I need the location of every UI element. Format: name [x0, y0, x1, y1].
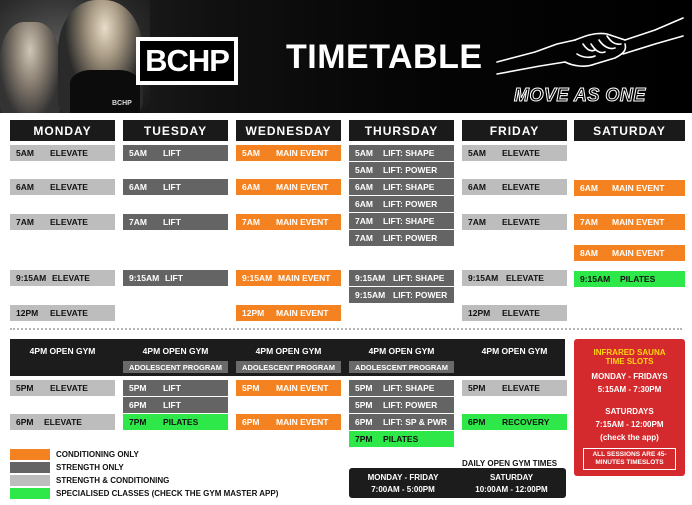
legend-swatch-strength [10, 462, 50, 473]
sauna-note-line-2: MINUTES TIMESLOTS [595, 459, 664, 466]
class-time: 6AM [580, 183, 598, 193]
class-time: 7PM [355, 434, 373, 444]
class-slot[interactable] [574, 180, 685, 196]
class-time: 7AM [129, 217, 147, 227]
class-name: LIFT [163, 217, 181, 227]
class-time: 9:15AM [129, 273, 160, 283]
class-time: 6AM [468, 182, 486, 192]
class-name: LIFT: POWER [383, 165, 438, 175]
day-header-wednesday: WEDNESDAY [236, 120, 341, 141]
class-name: LIFT [165, 273, 183, 283]
class-slot[interactable] [236, 179, 341, 195]
class-name: ELEVATE [506, 273, 544, 283]
class-name: LIFT: SHAPE [383, 148, 435, 158]
class-time: 9:15AM [355, 273, 386, 283]
class-time: 9:15AM [16, 273, 47, 283]
class-time: 12PM [16, 308, 39, 318]
class-slot[interactable] [462, 270, 567, 286]
class-slot[interactable] [10, 145, 115, 161]
class-name: PILATES [620, 274, 656, 284]
class-name: MAIN EVENT [276, 383, 329, 393]
class-time: 9:15AM [242, 273, 273, 283]
bchp-logo: BCHP [136, 37, 238, 85]
class-time: 5AM [16, 148, 34, 158]
class-name: MAIN EVENT [276, 148, 329, 158]
class-time: 9:15AM [355, 290, 386, 300]
class-slot[interactable] [349, 179, 454, 195]
class-slot[interactable] [349, 431, 454, 447]
open-gym-label-tuesday: 4PM OPEN GYM [142, 346, 209, 356]
class-slot[interactable] [349, 162, 454, 178]
class-time: 5AM [242, 148, 260, 158]
class-name: ELEVATE [502, 217, 540, 227]
class-slot[interactable] [10, 179, 115, 195]
class-time: 7AM [242, 217, 260, 227]
class-slot[interactable] [462, 414, 567, 430]
daily-weekday-label: MONDAY - FRIDAY [367, 473, 439, 482]
class-slot[interactable] [236, 414, 341, 430]
class-time: 5PM [16, 383, 34, 393]
open-gym-label-friday: 4PM OPEN GYM [481, 346, 548, 356]
tagline: MOVE AS ONE [514, 85, 646, 105]
day-header-friday: FRIDAY [462, 120, 567, 141]
class-name: MAIN EVENT [612, 248, 665, 258]
class-slot[interactable] [462, 214, 567, 230]
class-slot[interactable] [349, 380, 454, 396]
class-name: LIFT: SHAPE [383, 383, 435, 393]
class-slot[interactable] [349, 230, 454, 246]
class-name: ELEVATE [50, 308, 88, 318]
class-time: 7AM [355, 233, 373, 243]
class-name: LIFT: SHAPE [383, 182, 435, 192]
class-time: 5PM [355, 400, 373, 410]
class-name: LIFT [163, 182, 181, 192]
daily-open-gym-title: DAILY OPEN GYM TIMES [462, 459, 558, 468]
class-name: LIFT: POWER [383, 233, 438, 243]
header-banner [0, 0, 692, 113]
sauna-weekday-label: MONDAY - FRIDAYS [591, 372, 668, 381]
sauna-weekday-time: 5:15AM - 7:30PM [597, 385, 662, 394]
class-slot[interactable] [123, 380, 228, 396]
class-slot[interactable] [236, 145, 341, 161]
class-time: 6AM [16, 182, 34, 192]
class-time: 5AM [129, 148, 147, 158]
class-slot[interactable] [462, 179, 567, 195]
sauna-saturday-note: (check the app) [600, 433, 659, 442]
day-header-thursday: THURSDAY [349, 120, 454, 141]
class-time: 12PM [468, 308, 491, 318]
class-name: ELEVATE [50, 148, 88, 158]
class-slot[interactable] [349, 397, 454, 413]
class-name: ELEVATE [502, 148, 540, 158]
sauna-title: INFRARED SAUNA [593, 348, 666, 357]
class-name: MAIN EVENT [276, 308, 329, 318]
class-name: LIFT: SHAPE [383, 216, 435, 226]
legend-swatch-conditioning [10, 449, 50, 460]
legend-label-specialised: SPECIALISED CLASSES (CHECK THE GYM MASTER APP) [56, 489, 279, 498]
class-slot[interactable] [574, 245, 685, 261]
class-slot[interactable] [349, 213, 454, 229]
class-slot[interactable] [10, 305, 115, 321]
class-slot[interactable] [236, 305, 341, 321]
class-name: MAIN EVENT [278, 273, 331, 283]
class-time: 5PM [355, 383, 373, 393]
shirt-logo: BCHP [112, 100, 132, 107]
legend-swatch-specialised [10, 488, 50, 499]
sauna-saturday-label: SATURDAYS [605, 407, 654, 416]
class-slot[interactable] [123, 397, 228, 413]
class-name: LIFT: POWER [393, 290, 448, 300]
infrared-sauna-panel [574, 339, 685, 476]
class-slot[interactable] [236, 380, 341, 396]
class-time: 7AM [580, 217, 598, 227]
legend-label-strength-conditioning: STRENGTH & CONDITIONING [56, 476, 170, 485]
open-gym-label-thursday: 4PM OPEN GYM [368, 346, 435, 356]
class-slot[interactable] [10, 270, 115, 286]
class-time: 7AM [355, 216, 373, 226]
class-name: LIFT [163, 383, 181, 393]
class-time: 7AM [16, 217, 34, 227]
adolescent-program-wednesday[interactable]: ADOLESCENT PROGRAM [236, 361, 341, 373]
sauna-subtitle: TIME SLOTS [605, 357, 654, 366]
class-name: ELEVATE [502, 308, 540, 318]
class-name: RECOVERY [502, 417, 550, 427]
class-time: 5PM [468, 383, 486, 393]
class-name: MAIN EVENT [612, 183, 665, 193]
class-slot[interactable] [462, 305, 567, 321]
class-slot[interactable] [123, 179, 228, 195]
class-name: MAIN EVENT [276, 217, 329, 227]
class-name: MAIN EVENT [276, 182, 329, 192]
class-time: 8AM [580, 248, 598, 258]
class-slot[interactable] [349, 145, 454, 161]
daily-saturday-label: SATURDAY [489, 473, 534, 482]
class-slot[interactable] [349, 270, 454, 286]
class-time: 6PM [468, 417, 486, 427]
class-time: 9:15AM [580, 274, 611, 284]
sauna-session-note [583, 448, 676, 470]
class-name: MAIN EVENT [612, 217, 665, 227]
sauna-saturday-time: 7:15AM - 12:00PM [595, 420, 664, 429]
class-time: 6AM [355, 199, 373, 209]
class-time: 5PM [129, 383, 147, 393]
open-gym-label-monday: 4PM OPEN GYM [29, 346, 96, 356]
day-header-monday: MONDAY [10, 120, 115, 141]
class-slot[interactable] [10, 380, 115, 396]
class-time: 6PM [355, 417, 373, 427]
class-time: 6AM [242, 182, 260, 192]
class-slot[interactable] [574, 214, 685, 230]
class-slot[interactable] [349, 196, 454, 212]
legend-label-conditioning: CONDITIONING ONLY [56, 450, 139, 459]
daily-weekday-time: 7:00AM - 5:00PM [371, 485, 435, 494]
class-name: ELEVATE [502, 383, 540, 393]
athletes-photo [0, 0, 150, 113]
class-time: 6AM [129, 182, 147, 192]
page-title: TIMETABLE [286, 38, 483, 76]
open-gym-label-wednesday: 4PM OPEN GYM [255, 346, 322, 356]
daily-saturday-time: 10:00AM - 12:00PM [475, 485, 548, 494]
class-slot[interactable] [236, 270, 341, 286]
class-name: MAIN EVENT [276, 417, 329, 427]
class-time: 9:15AM [468, 273, 499, 283]
class-time: 5AM [355, 148, 373, 158]
class-name: LIFT: POWER [383, 199, 438, 209]
class-time: 12PM [242, 308, 265, 318]
class-time: 6PM [242, 417, 260, 427]
class-name: ELEVATE [44, 417, 82, 427]
class-name: ELEVATE [52, 273, 90, 283]
class-slot[interactable] [574, 271, 685, 287]
day-header-saturday: SATURDAY [574, 120, 685, 141]
class-slot[interactable] [123, 414, 228, 430]
class-name: LIFT: SHAPE [393, 273, 445, 283]
legend-swatch-strength-conditioning [10, 475, 50, 486]
daily-open-gym-box [349, 468, 566, 498]
class-slot[interactable] [10, 214, 115, 230]
class-slot[interactable] [123, 270, 228, 286]
class-slot[interactable] [236, 214, 341, 230]
class-slot[interactable] [349, 287, 454, 303]
class-time: 7AM [468, 217, 486, 227]
class-name: ELEVATE [50, 217, 88, 227]
class-time: 5AM [468, 148, 486, 158]
sauna-note-line-1: ALL SESSIONS ARE 45- [592, 451, 667, 458]
class-time: 6PM [16, 417, 34, 427]
class-time: 5PM [242, 383, 260, 393]
class-slot[interactable] [462, 380, 567, 396]
handshake-icon [495, 14, 685, 84]
class-name: LIFT [163, 400, 181, 410]
class-name: ELEVATE [50, 383, 88, 393]
class-name: PILATES [383, 434, 419, 444]
class-time: 7PM [129, 417, 147, 427]
class-slot[interactable] [123, 145, 228, 161]
class-slot[interactable] [10, 414, 115, 430]
class-name: LIFT [163, 148, 181, 158]
class-name: ELEVATE [50, 182, 88, 192]
adolescent-program-tuesday[interactable]: ADOLESCENT PROGRAM [123, 361, 228, 373]
class-name: LIFT: POWER [383, 400, 438, 410]
class-slot[interactable] [349, 414, 454, 430]
adolescent-program-thursday[interactable]: ADOLESCENT PROGRAM [349, 361, 454, 373]
day-header-tuesday: TUESDAY [123, 120, 228, 141]
class-name: PILATES [163, 417, 199, 427]
class-name: LIFT: SP & PWR [383, 417, 448, 427]
class-slot[interactable] [462, 145, 567, 161]
class-time: 6PM [129, 400, 147, 410]
class-slot[interactable] [123, 214, 228, 230]
class-time: 5AM [355, 165, 373, 175]
class-time: 6AM [355, 182, 373, 192]
class-name: ELEVATE [502, 182, 540, 192]
legend-label-strength: STRENGTH ONLY [56, 463, 124, 472]
am-pm-divider [10, 328, 682, 330]
